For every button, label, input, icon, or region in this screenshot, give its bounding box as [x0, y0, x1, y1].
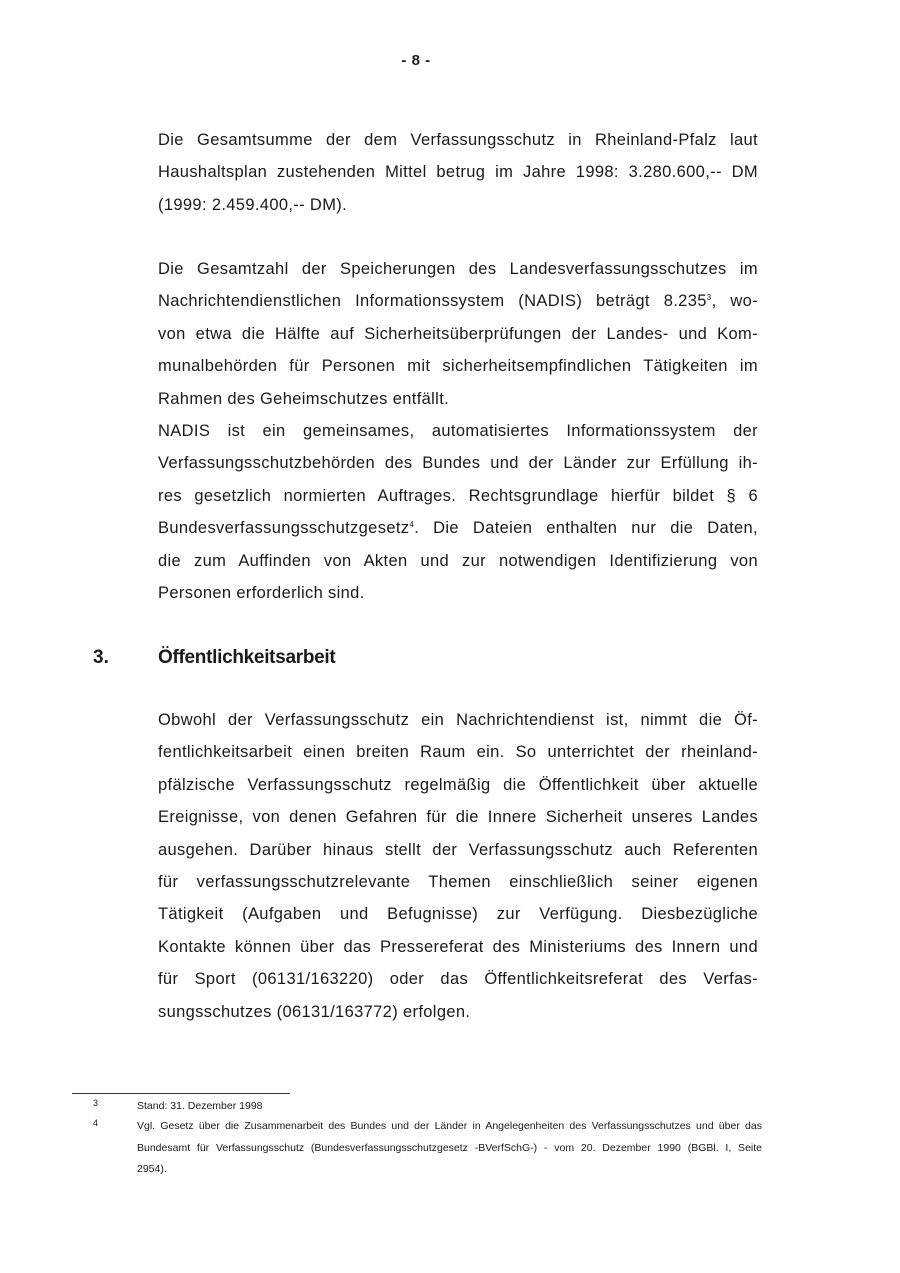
- footnote-line: Vgl. Gesetz über die Zusammenarbeit des Bundes und der Länder in Angelegenheiten des Verfassungsschutzes und über das: [137, 1120, 762, 1132]
- text-line: Personen erforderlich sind.: [158, 583, 365, 602]
- line-text: . Die Dateien enthalten nur die Daten,: [414, 519, 758, 538]
- text-line: Die Gesamtsumme der dem Verfassungsschutz in Rheinland-Pfalz laut: [158, 131, 758, 149]
- text-line: Ereignisse, von denen Gefahren für die Innere Sicherheit unseres Landes: [158, 808, 758, 827]
- text-line: res gesetzlich normierten Auftrages. Rechtsgrundlage hierfür bildet § 6: [158, 486, 758, 505]
- section-number: 3.: [93, 647, 109, 668]
- paragraph-budget: [158, 124, 758, 221]
- text-line: munalbehörden für Personen mit sicherheitsempfindlichen Tätigkeiten im: [158, 357, 758, 376]
- text-line: Tätigkeit (Aufgaben und Befugnisse) zur Verfügung. Diesbezügliche: [158, 905, 758, 924]
- line-text: Nachrichtendienstlichen Informationssystem (NADIS) beträgt 8.235: [158, 292, 707, 311]
- text-line: für verfassungsschutzrelevante Themen einschließlich seiner eigenen: [158, 872, 758, 891]
- line-text: Bundesverfassungsschutzgesetz: [158, 519, 410, 538]
- footnote-line: Bundesamt für Verfassungsschutz (Bundesverfassungsschutzgesetz -BVerfSchG-) - vom 20. Dezember 1990 (BGBl. I, Seite: [137, 1141, 762, 1154]
- text-line: ausgehen. Darüber hinaus stellt der Verfassungsschutz auch Referenten: [158, 840, 758, 859]
- text-line: für Sport (06131/163220) oder das Öffentlichkeitsreferat des Verfas-: [158, 970, 758, 989]
- footnote-mark: 4: [93, 1118, 99, 1128]
- footnote-text: [137, 1116, 762, 1181]
- line-text: , wo-: [711, 292, 758, 311]
- text-line: von etwa die Hälfte auf Sicherheitsüberprüfungen der Landes- und Kom-: [158, 324, 758, 343]
- footnote-text: [137, 1096, 762, 1118]
- footnote-mark: 3: [93, 1098, 99, 1108]
- text-line: die zum Auffinden von Akten und zur notwendigen Identifizierung von: [158, 551, 758, 570]
- text-line: Rahmen des Geheimschutzes entfällt.: [158, 389, 450, 408]
- text-line: Die Gesamtzahl der Speicherungen des Landesverfassungsschutzes im: [158, 260, 758, 278]
- text-line: Haushaltsplan zustehenden Mittel betrug im Jahre 1998: 3.280.600,-- DM: [158, 163, 758, 182]
- footnote-line: Stand: 31. Dezember 1998: [137, 1100, 263, 1112]
- text-line: (1999: 2.459.400,-- DM).: [158, 195, 348, 214]
- text-line: [158, 285, 758, 317]
- section-title: Öffentlichkeitsarbeit: [158, 647, 336, 668]
- paragraph-nadis: [158, 253, 758, 609]
- page-number: - 8 -: [401, 52, 431, 69]
- text-line: Obwohl der Verfassungsschutz ein Nachrichtendienst ist, nimmt die Öf-: [158, 711, 758, 729]
- text-line: Verfassungsschutzbehörden des Bundes und der Länder zur Erfüllung ih-: [158, 454, 758, 473]
- footnote-line: 2954).: [137, 1163, 167, 1175]
- paragraph-public-relations: [158, 704, 758, 1028]
- text-line: sungsschutzes (06131/163772) erfolgen.: [158, 1002, 471, 1021]
- footnote-reference: 3: [706, 293, 712, 303]
- text-line: [158, 512, 758, 544]
- footnote-separator: [72, 1093, 290, 1094]
- text-line: fentlichkeitsarbeit einen breiten Raum ein. So unterrichtet der rheinland-: [158, 743, 758, 762]
- footnote-reference: 4: [409, 520, 415, 530]
- text-line: NADIS ist ein gemeinsames, automatisiertes Informationssystem der: [158, 421, 758, 440]
- text-line: pfälzische Verfassungsschutz regelmäßig die Öffentlichkeit über aktuelle: [158, 775, 758, 794]
- text-line: Kontakte können über das Pressereferat des Ministeriums des Innern und: [158, 937, 758, 956]
